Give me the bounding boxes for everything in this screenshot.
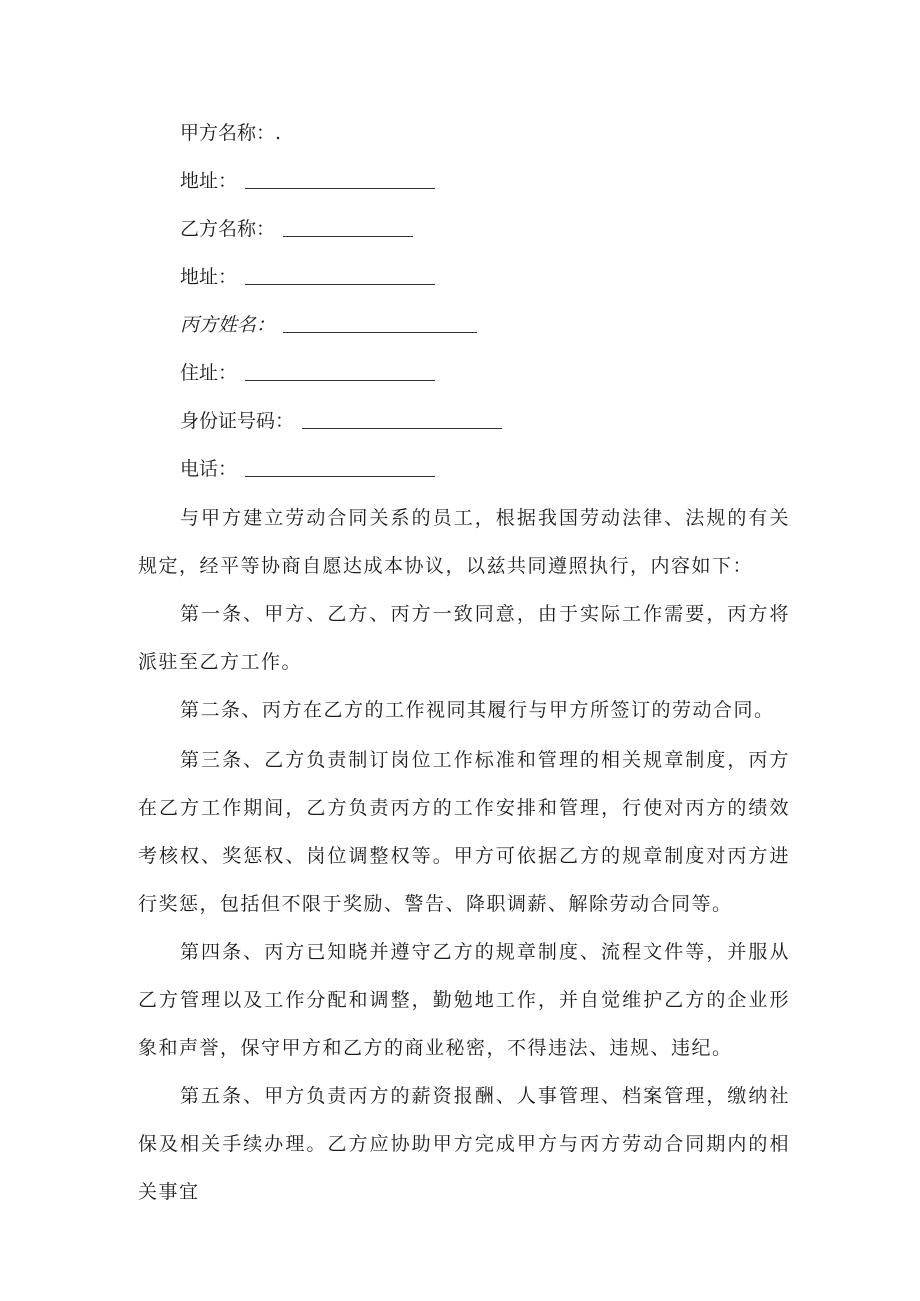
party-c-residence-field [180,358,435,388]
party-b-name-field [180,214,413,244]
party-c-name-field [180,310,477,340]
party-b-name-blank[interactable] [283,214,413,237]
party-b-address-blank[interactable] [245,262,435,285]
party-a-address-field [180,166,435,196]
party-c-name-blank[interactable] [283,310,477,333]
party-b-address-label: 地址： [180,266,238,288]
party-c-residence-blank[interactable] [245,358,435,381]
party-c-id-blank[interactable] [302,406,502,429]
party-c-phone-blank[interactable] [245,454,435,477]
party-c-id-label: 身份证号码： [180,410,295,432]
party-a-address-blank[interactable] [245,166,435,189]
party-c-phone-label: 电话： [180,458,238,480]
party-a-address-label: 地址： [180,170,238,192]
party-c-phone-field [180,454,435,484]
party-b-address-field [180,262,435,292]
article-3: 第三条、乙方负责制订岗位工作标准和管理的相关规章制度，丙方在乙方工作期间，乙方负责丙方的工作安排和管理，行使对丙方的绩效考核权、奖惩权、岗位调整权等。甲方可依据乙方的规章制度对丙方进行奖惩，包括但不限于奖励、警告、降职调薪、解除劳动合同等。 [138,749,790,915]
party-a-name-label: 甲方名称：. [180,122,282,144]
party-c-name-label: 丙方姓名： [180,314,276,336]
article-5: 第五条、甲方负责丙方的薪资报酬、人事管理、档案管理，缴纳社保及相关手续办理。乙方应协助甲方完成甲方与丙方劳动合同期内的相关事宜 [138,1085,790,1203]
article-1: 第一条、甲方、乙方、丙方一致同意，由于实际工作需要，丙方将派驻至乙方工作。 [138,603,790,673]
party-c-id-field [180,406,502,436]
intro-paragraph: 与甲方建立劳动合同关系的员工，根据我国劳动法律、法规的有关规定，经平等协商自愿达成本协议，以兹共同遵照执行，内容如下： [138,507,790,577]
article-4: 第四条、丙方已知晓并遵守乙方的规章制度、流程文件等，并服从乙方管理以及工作分配和调整，勤勉地工作，并自觉维护乙方的企业形象和声誉，保守甲方和乙方的商业秘密，不得违法、违规、违纪。 [138,941,790,1059]
article-2: 第二条、丙方在乙方的工作视同其履行与甲方所签订的劳动合同。 [180,699,775,721]
party-b-name-label: 乙方名称： [180,218,276,240]
party-c-residence-label: 住址： [180,362,238,384]
party-a-name-field [180,118,281,148]
